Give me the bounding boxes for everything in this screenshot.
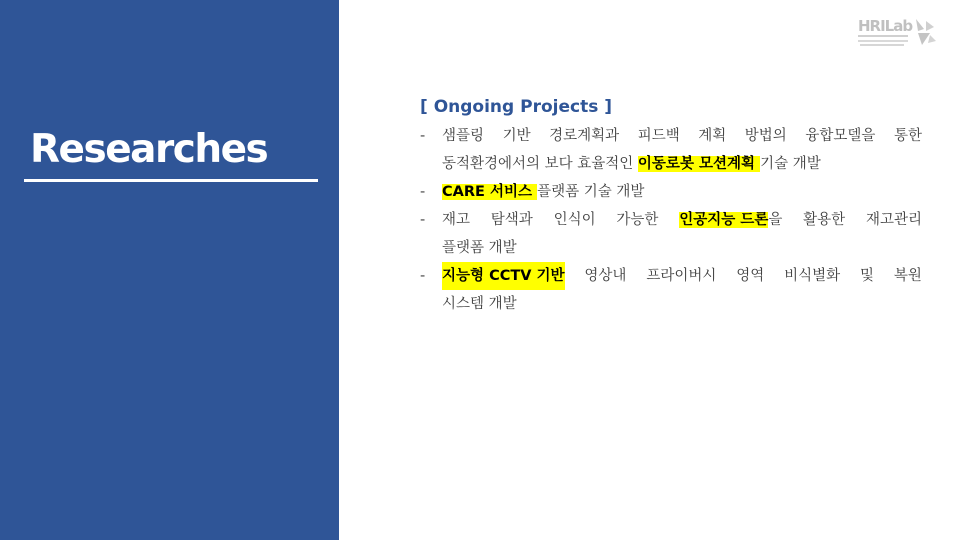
projects-content: [420, 94, 922, 318]
word: 재고관리: [865, 212, 922, 228]
word: 프라이버시: [646, 268, 717, 284]
title-underline: [24, 179, 318, 182]
word: 영상내: [584, 268, 627, 284]
word: 기반: [502, 128, 531, 144]
word: 영역: [736, 268, 765, 284]
list-item: [420, 178, 922, 206]
bullet-dash: -: [420, 212, 426, 228]
word: 재고: [442, 212, 471, 228]
word: 복원: [893, 268, 922, 284]
highlight-group: [679, 206, 782, 234]
word: 융합모델을: [805, 128, 876, 144]
item-line: [442, 122, 922, 150]
item-line: [442, 206, 922, 234]
logo-subline: [858, 35, 908, 42]
word: 인식이: [553, 212, 596, 228]
hrilab-logo: [858, 17, 940, 53]
logo-wordmark: HRILab: [858, 17, 913, 35]
word: 경로계획과: [549, 128, 620, 144]
word: 을: [768, 212, 783, 228]
word: 샘플링: [442, 128, 485, 144]
item-line: 시스템 개발: [442, 296, 517, 312]
word: 방법의: [744, 128, 787, 144]
leaf-logo-icon: [912, 17, 938, 47]
title-panel: [0, 0, 339, 540]
bullet-dash: -: [420, 128, 426, 144]
section-heading: [ Ongoing Projects ]: [420, 97, 612, 117]
highlight-text: 인공지능 드론: [679, 212, 769, 228]
highlight-text: 지능형 CCTV 기반: [442, 262, 565, 290]
slide-title: Researches: [30, 127, 268, 172]
item-line: [442, 150, 922, 178]
word: 탐색과: [490, 212, 533, 228]
item-text: 기술 개발: [760, 156, 821, 172]
item-text: 동적환경에서의 보다 효율적인: [442, 156, 638, 172]
list-item: [420, 262, 922, 318]
highlight-text: CARE 서비스: [442, 184, 538, 200]
word: 계획: [698, 128, 727, 144]
item-line: 플랫폼 개발: [442, 240, 517, 256]
word: 피드백: [637, 128, 680, 144]
word: 및: [860, 268, 875, 284]
word: 활용한: [803, 212, 846, 228]
highlight-text: 이동로봇 모션계획: [637, 156, 761, 172]
logo-subline-2: [860, 44, 904, 46]
item-text: 플랫폼 기술 개발: [537, 184, 645, 200]
item-line: [442, 262, 922, 290]
bullet-dash: -: [420, 268, 426, 284]
bullet-dash: -: [420, 184, 426, 200]
word: 통한: [893, 128, 922, 144]
item-line: [442, 178, 922, 206]
word: 가능한: [616, 212, 659, 228]
list-item: [420, 206, 922, 262]
word: 비식별화: [784, 268, 841, 284]
list-item: [420, 122, 922, 178]
